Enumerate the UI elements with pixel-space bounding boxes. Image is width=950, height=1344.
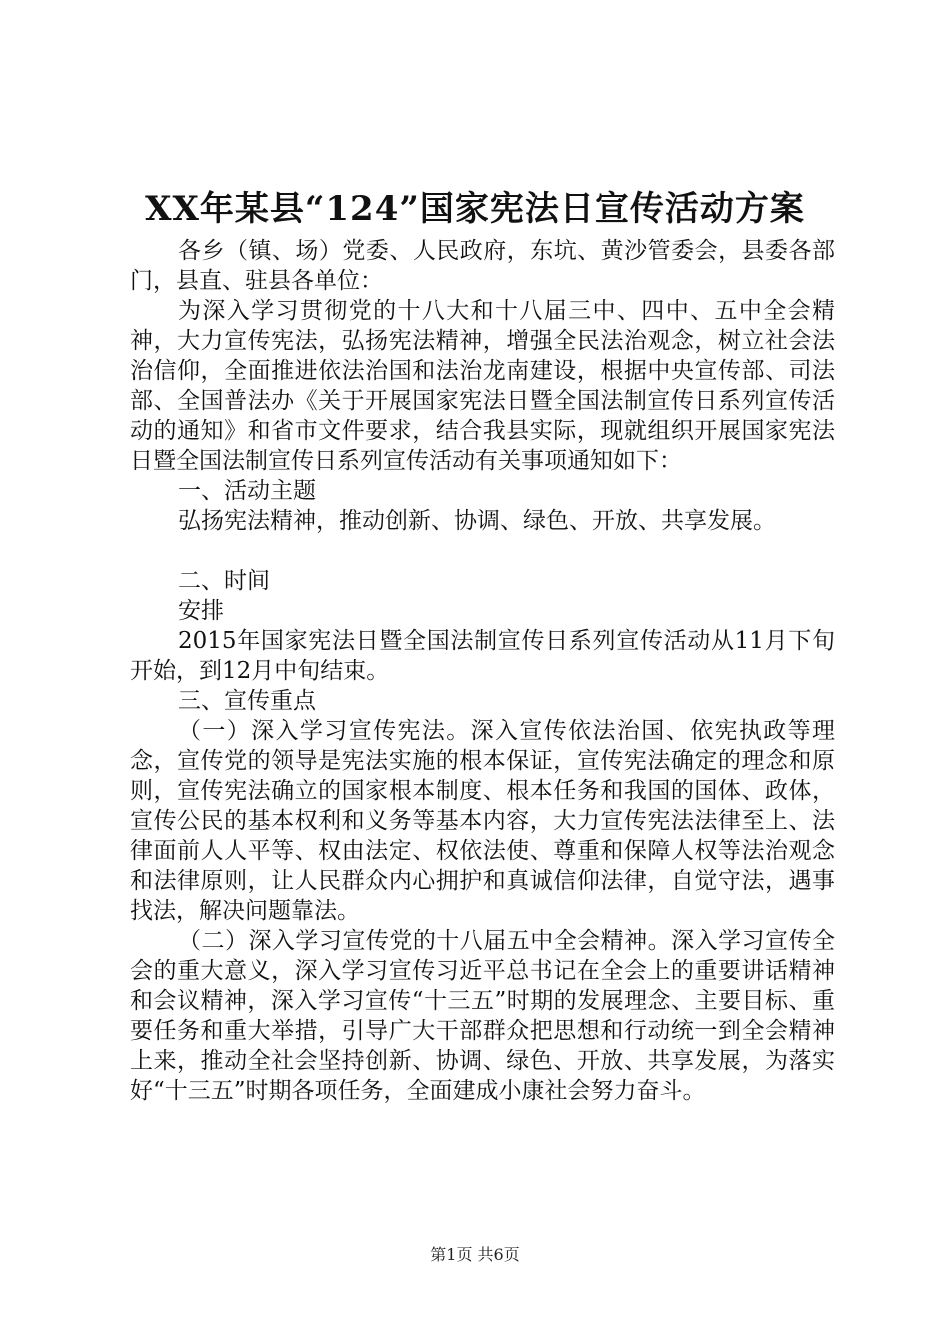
focus-item-2-paragraph: （二）深入学习宣传党的十八届五中全会精神。深入学习宣传全会的重大意义，深入学习宣传习近平总书记在全会上的重要讲话精神和会议精神，深入学习宣传“十三五”时期的发展理念、主要目标、重要任务和重大举措，引导广大干部群众把思想和行动统一到全会精神上来，推动全社会坚持创新、协调、绿色、开放、共享发展，为落实好“十三五”时期各项任务，全面建成小康社会努力奋斗。	[130, 928, 835, 1104]
section-heading-arrangement: 安排	[178, 598, 224, 624]
focus-item-1-paragraph: （一）深入学习宣传宪法。深入宣传依法治国、依宪执政等理念，宣传党的领导是宪法实施的根本保证，宣传宪法确定的理念和原则，宣传宪法确立的国家根本制度、根本任务和我国的国体、政体，宣传公民的基本权利和义务等基本内容，大力宣传宪法法律至上、法律面前人人平等、权由法定、权依法使、尊重和保障人权等法治观念和法律原则，让人民群众内心拥护和真诚信仰法律，自觉守法，遇事找法，解决问题靠法。	[130, 718, 835, 924]
section-heading-time: 二、时间	[178, 568, 270, 594]
time-paragraph: 2015年国家宪法日暨全国法制宣传日系列宣传活动从11月下旬开始，到12月中旬结束。	[130, 628, 835, 684]
salutation-paragraph: 各乡（镇、场）党委、人民政府，东坑、黄沙管委会，县委各部门，县直、驻县各单位：	[130, 238, 835, 294]
theme-paragraph: 弘扬宪法精神，推动创新、协调、绿色、开放、共享发展。	[178, 508, 776, 534]
intro-paragraph: 为深入学习贯彻党的十八大和十八届三中、四中、五中全会精神，大力宣传宪法，弘扬宪法精神，增强全民法治观念，树立社会法治信仰，全面推进依法治国和法治龙南建设，根据中央宣传部、司法部、全国普法办《关于开展国家宪法日暨全国法制宣传日系列宣传活动的通知》和省市文件要求，结合我县实际，现就组织开展国家宪法日暨全国法制宣传日系列宣传活动有关事项通知如下：	[130, 298, 835, 474]
blank-line	[130, 536, 835, 566]
document-body	[130, 236, 835, 1106]
page-number-footer: 第1页 共6页	[430, 1245, 520, 1264]
document-title: XX年某县“124”国家宪法日宣传活动方案	[145, 189, 805, 229]
section-heading-theme: 一、活动主题	[178, 478, 316, 504]
section-heading-focus: 三、宣传重点	[178, 688, 316, 714]
